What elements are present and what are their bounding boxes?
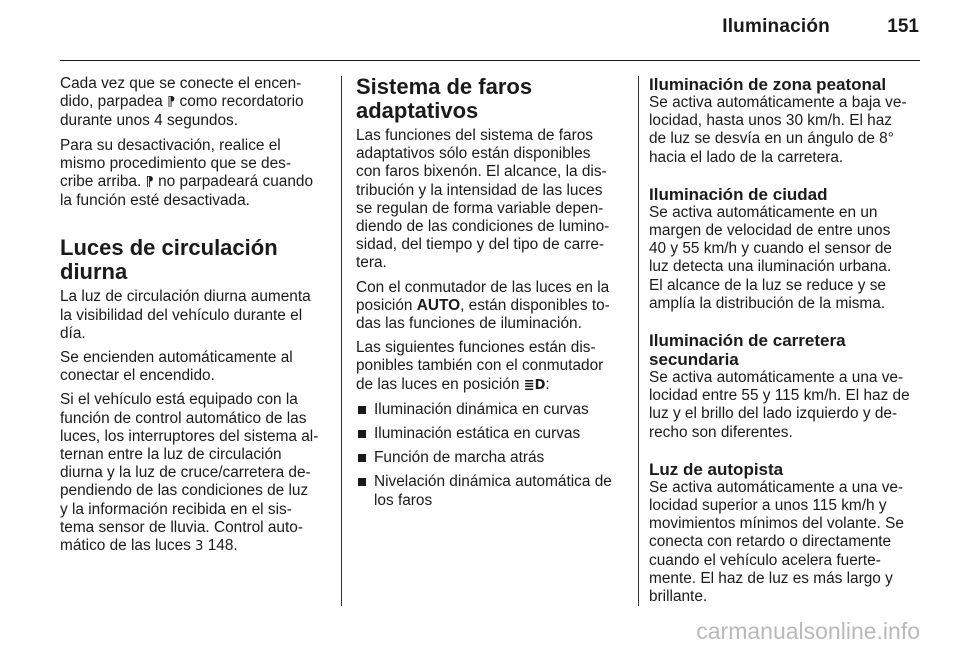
text-line: diurna y la luz de cruce/carretera de- [60, 464, 311, 482]
text-line: durante unos 4 segundos. [60, 112, 238, 130]
text-line: diendo de las condiciones de lumino- [356, 218, 610, 236]
text-line: locidad superior a unos 115 km/h y [649, 497, 887, 515]
text-line: cribe arriba. [60, 173, 142, 191]
text-line: Cada vez que se conecte el encen- [60, 75, 302, 92]
text-line: como recordatorio [179, 93, 304, 111]
text-line: adaptativos sólo están disponibles [356, 145, 591, 163]
text-line: Se activa automáticamente a baja ve- [649, 94, 907, 111]
watermark: carmanualsonline.info [696, 618, 920, 644]
column-divider-1 [341, 76, 342, 606]
bullet-icon [358, 406, 366, 414]
text-line: Con el conmutador de las luces en la [356, 278, 610, 296]
page-number: 151 [887, 16, 919, 37]
list-item: Nivelación dinámica automática de los faros [356, 473, 626, 509]
text-line: pendiendo de las condiciones de luz [60, 482, 309, 500]
subsection-heading: Luz de autopista [649, 459, 784, 479]
text-line: se regulan de forma variable depen- [356, 199, 604, 217]
text-line: Para su desactivación, realice el [60, 136, 281, 154]
column-2 [356, 75, 626, 516]
column-1 [60, 75, 326, 562]
text-line: brillante. [649, 588, 708, 606]
text-line: con faros bixenón. El alcance, la dis- [356, 163, 607, 181]
text-line: El alcance de la luz se reduce y se [649, 276, 886, 294]
text-line: hacia el lado de la carretera. [649, 148, 844, 166]
text-line: La luz de circulación diurna aumenta [60, 288, 311, 306]
list-item: Iluminación dinámica en curvas [356, 401, 626, 419]
subsection-heading: Iluminación de carretera secundaria [649, 331, 846, 370]
text-line: tribución y la intensidad de las luces [356, 181, 603, 199]
paragraph [649, 369, 924, 442]
text-line: Las funciones del sistema de faros [356, 127, 593, 144]
section-heading: Sistema de faros adaptativos [356, 74, 533, 123]
paragraph [356, 279, 626, 334]
page-reference-link[interactable]: 148. [207, 537, 238, 555]
text-line: locidad, hasta unos 30 km/h. El haz [649, 112, 892, 130]
page-reference-arrow-icon: 3 [195, 539, 204, 555]
text-line: tema sensor de lluvia. Control auto- [60, 518, 303, 536]
text-line: das las funciones de iluminación. [356, 315, 582, 333]
text-line: posición [356, 296, 413, 314]
list-item: Función de marcha atrás [356, 449, 626, 467]
bullet-icon [358, 478, 366, 486]
text-line: dido, parpadea [60, 93, 163, 111]
text-line: función de control automático de las [60, 409, 307, 427]
text-line: la visibilidad del vehículo durante el [60, 306, 303, 324]
text-line: ponibles también con el conmutador [356, 357, 604, 375]
paragraph [60, 75, 326, 131]
text-line: recho son diferentes. [649, 423, 793, 441]
text-line: de las luces en posición [356, 375, 520, 393]
bullet-icon [358, 454, 366, 462]
text-line: locidad entre 55 y 115 km/h. El haz de [649, 387, 910, 405]
paragraph [60, 137, 326, 211]
paragraph [649, 94, 924, 167]
text-line: Se activa automáticamente en un [649, 203, 878, 221]
text-line: amplía la distribución de la misma. [649, 294, 886, 312]
list-item: Iluminación estática en curvas [356, 425, 626, 443]
text-line: Se activa automáticamente a una ve- [649, 478, 904, 496]
text-line: tera. [356, 254, 387, 272]
paragraph [649, 204, 924, 313]
text-line: mismo procedimiento que se des- [60, 154, 291, 172]
text-line: , están disponibles to- [460, 296, 610, 314]
paragraph [60, 288, 326, 343]
text-line: Se activa automáticamente a una ve- [649, 369, 904, 387]
text-line: sidad, del tiempo y del tipo de carre- [356, 236, 605, 254]
column-3 [649, 75, 924, 612]
text-line: movimientos mínimos del volante. Se [649, 515, 904, 533]
text-line: ternan entre la luz de circulación [60, 446, 282, 464]
low-beam-icon: ≣D [523, 377, 546, 393]
daytime-light-indicator-icon: ⁋ [166, 95, 176, 111]
daytime-light-indicator-icon: ⁋ [145, 175, 154, 191]
paragraph [60, 349, 326, 385]
page-title: Iluminación [722, 16, 830, 37]
text-line: cuando el vehículo acelera fuerte- [649, 551, 881, 569]
text-line: día. [60, 324, 86, 342]
text-line: Si el vehículo está equipado con la [60, 391, 298, 409]
text-line: de luz se desvía en un ángulo de 8° [649, 130, 894, 148]
text-line: conectar el encendido. [60, 367, 215, 385]
text-line: y la información recibida en el sis- [60, 500, 292, 518]
text-line: luz detecta una iluminación urbana. [649, 258, 892, 276]
text-line: margen de velocidad de entre unos [649, 222, 891, 240]
feature-list [356, 401, 626, 510]
paragraph [60, 391, 326, 556]
paragraph [356, 127, 626, 273]
text-line: conecta con retardo o directamente [649, 533, 892, 551]
text-line: mente. El haz de luz es más largo y [649, 569, 893, 587]
paragraph: Las siguientes funciones están dis- ponibles también con el conmutador de las luces en posición ≣D: [356, 339, 604, 393]
text-line: luces, los interruptores del sistema al- [60, 427, 319, 445]
text-line: 40 y 55 km/h y cuando el sensor de [649, 240, 892, 258]
subsection-heading: Iluminación de ciudad [649, 184, 828, 204]
auto-switch-position-label: AUTO [416, 296, 461, 314]
text-line: Las siguientes funciones están dis- [356, 339, 596, 357]
text-line: no parpadeará cuando [158, 173, 314, 191]
text-line: luz y el brillo del lado izquierdo y de- [649, 405, 898, 423]
text-line: Se encienden automáticamente al [60, 349, 293, 367]
text-line: la función esté desactivada. [60, 192, 250, 210]
paragraph [649, 479, 924, 606]
header-rule [60, 60, 920, 61]
text-line: mático de las luces [60, 537, 191, 555]
section-heading: Luces de circulación diurna [60, 235, 278, 285]
column-divider-2 [638, 76, 639, 606]
bullet-icon [358, 430, 366, 438]
subsection-heading: Iluminación de zona peatonal [649, 75, 887, 94]
